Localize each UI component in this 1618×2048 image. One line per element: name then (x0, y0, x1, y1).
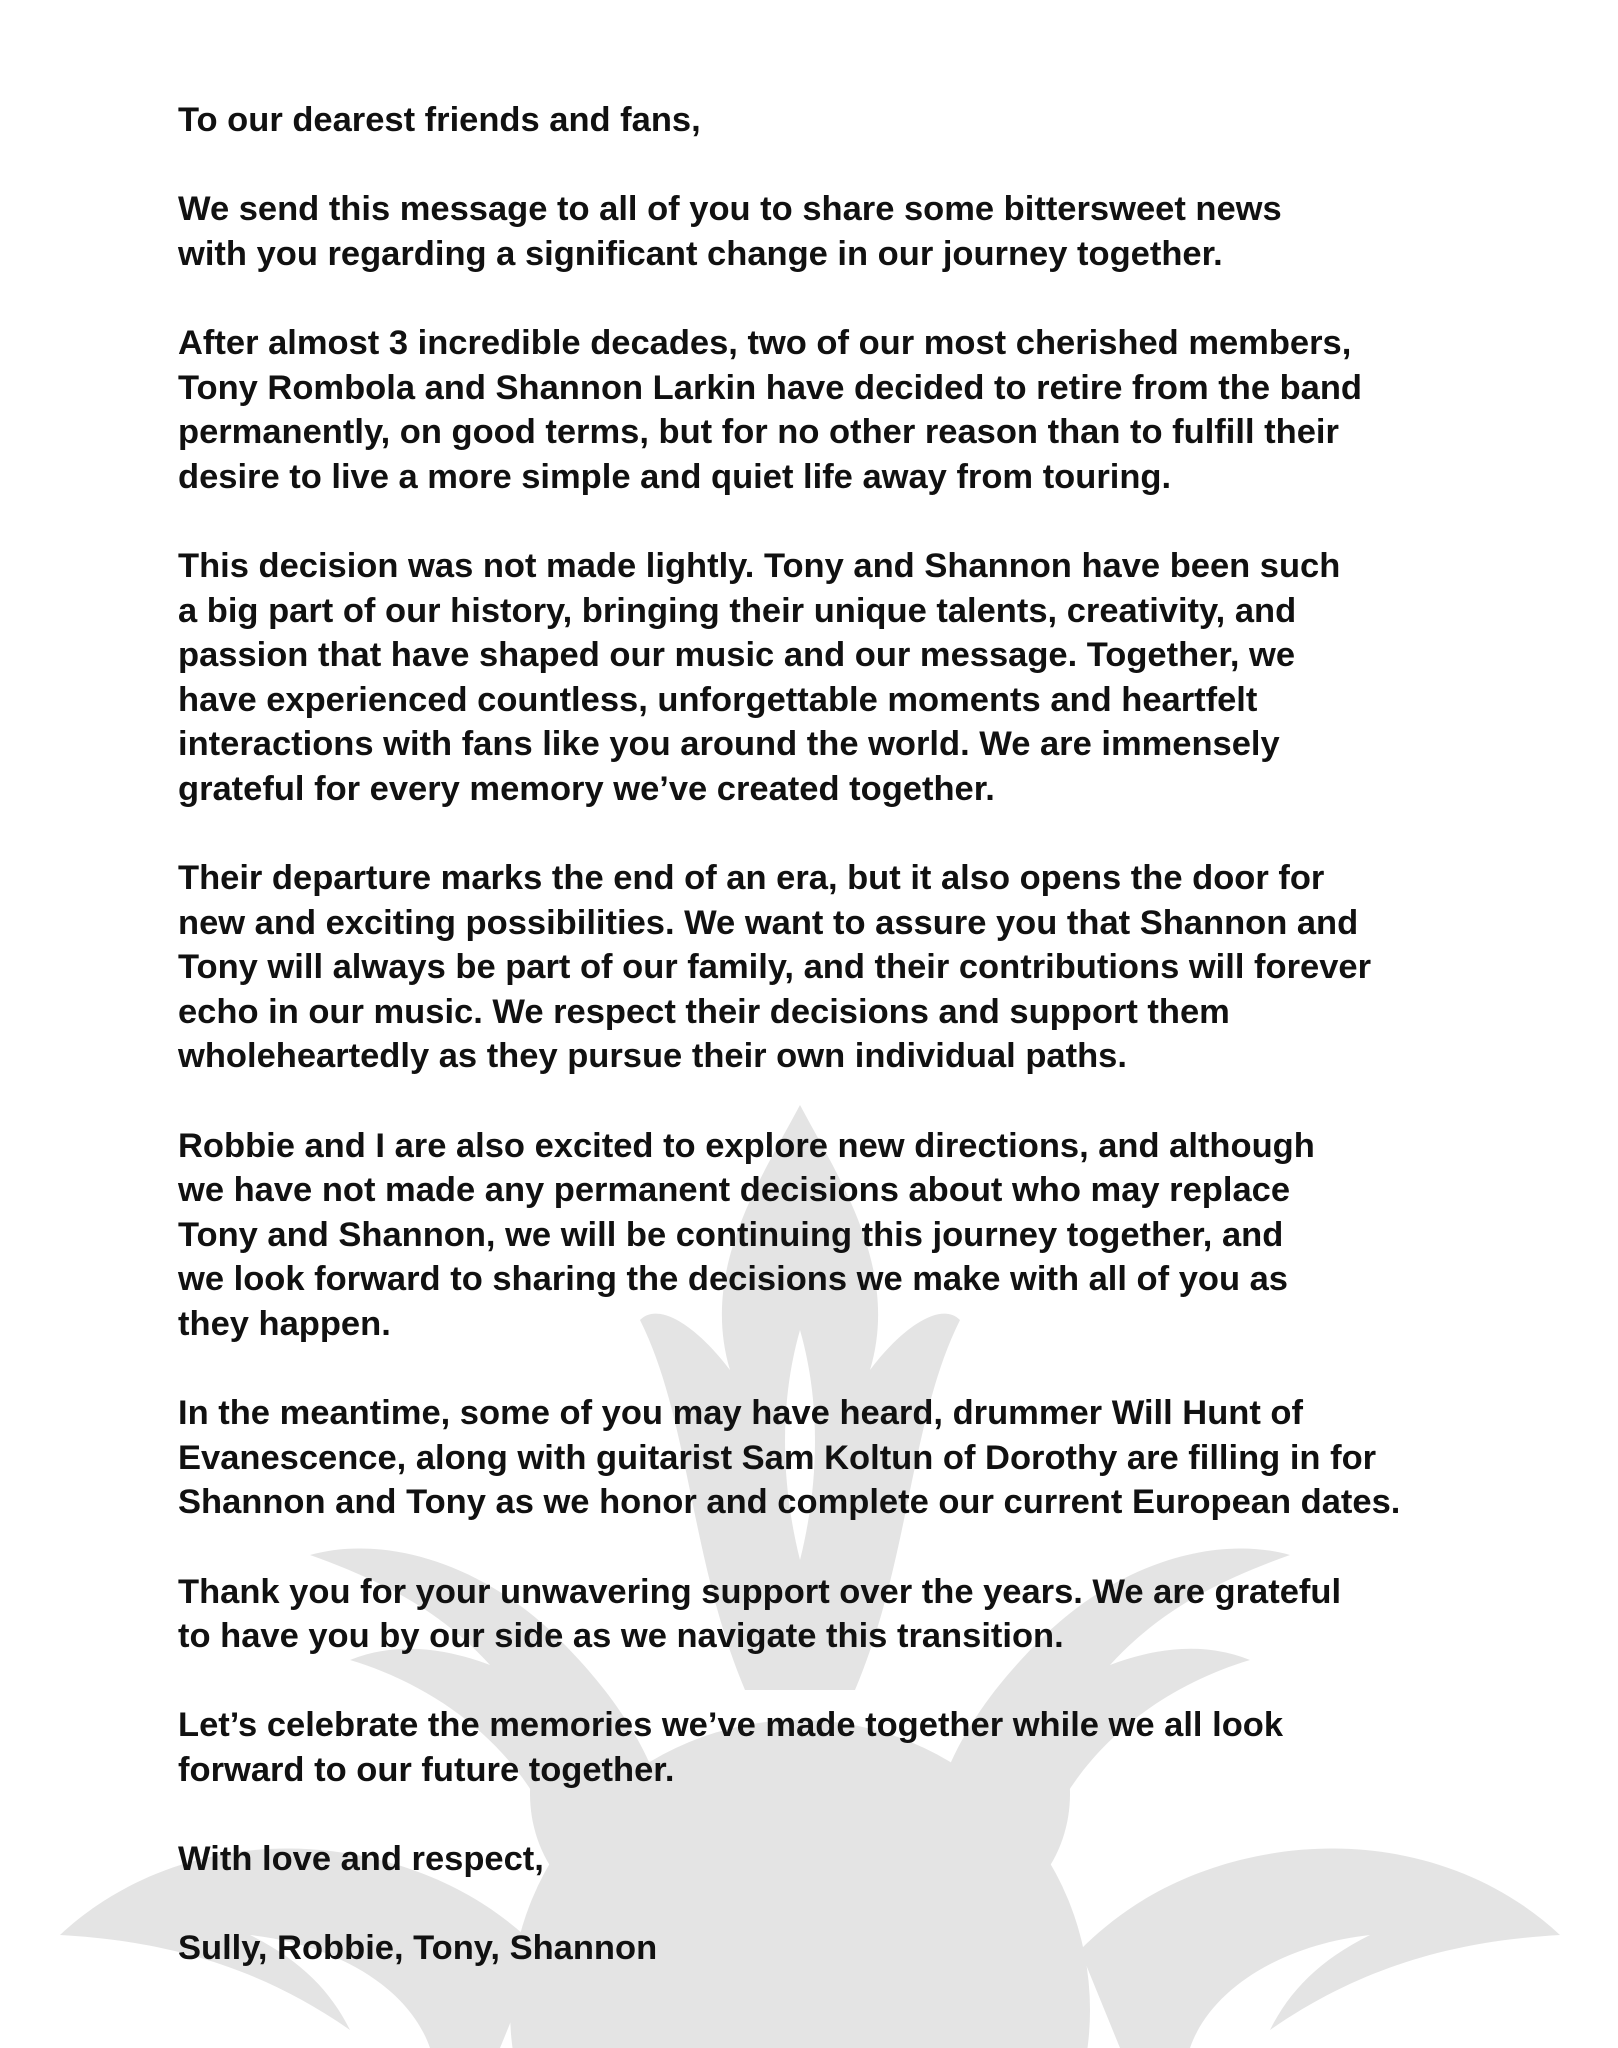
paragraph-line: passion that have shaped our music and our message. Together, we (178, 636, 1296, 675)
closing-line: With love and respect, (178, 1840, 544, 1879)
paragraph-line: Their departure marks the end of an era, but it also opens the door for (178, 859, 1325, 898)
paragraph-line: Tony and Shannon, we will be continuing this journey together, and (178, 1215, 1284, 1254)
paragraph (178, 856, 1558, 1079)
closing (178, 1837, 1558, 1882)
paragraph-line: In the meantime, some of you may have heard, drummer Will Hunt of (178, 1394, 1303, 1433)
paragraph-line: interactions with fans like you around the world. We are immensely (178, 725, 1280, 764)
paragraph (178, 1391, 1558, 1525)
paragraph-line: forward to our future together. (178, 1750, 675, 1789)
paragraph-line: with you regarding a significant change in our journey together. (178, 234, 1223, 273)
paragraph-line: desire to live a more simple and quiet life away from touring. (178, 457, 1172, 496)
paragraph-line: wholeheartedly as they pursue their own individual paths. (178, 1037, 1127, 1076)
paragraph (178, 544, 1558, 812)
paragraph-line: we look forward to sharing the decisions we make with all of you as (178, 1260, 1288, 1299)
greeting (178, 98, 1558, 143)
paragraph-line: We send this message to all of you to share some bittersweet news (178, 190, 1282, 229)
signature-line: Sully, Robbie, Tony, Shannon (178, 1929, 658, 1968)
paragraph (178, 1124, 1558, 1347)
paragraph-line: they happen. (178, 1305, 391, 1344)
paragraph-line: This decision was not made lightly. Tony and Shannon have been such (178, 546, 1341, 585)
paragraph-line: After almost 3 incredible decades, two of our most cherished members, (178, 323, 1352, 362)
paragraph-line: to have you by our side as we navigate this transition. (178, 1617, 1064, 1656)
paragraph-line: Thank you for your unwavering support over the years. We are grateful (178, 1572, 1342, 1611)
paragraphs (178, 187, 1558, 1792)
paragraph-line: permanently, on good terms, but for no other reason than to fulfill their (178, 413, 1339, 452)
paragraph-line: new and exciting possibilities. We want to assure you that Shannon and (178, 903, 1359, 942)
paragraph-line: we have not made any permanent decisions about who may replace (178, 1171, 1291, 1210)
paragraph-line: Shannon and Tony as we honor and complete our current European dates. (178, 1483, 1401, 1522)
paragraph (178, 321, 1558, 499)
paragraph (178, 1570, 1558, 1659)
paragraph-line: Let’s celebrate the memories we’ve made together while we all look (178, 1706, 1284, 1745)
paragraph-line: Tony will always be part of our family, and their contributions will forever (178, 948, 1371, 987)
paragraph-line: a big part of our history, bringing their unique talents, creativity, and (178, 591, 1297, 630)
signature (178, 1926, 1558, 1971)
paragraph (178, 1703, 1558, 1792)
paragraph-line: echo in our music. We respect their decisions and support them (178, 992, 1230, 1031)
paragraph-line: Tony Rombola and Shannon Larkin have decided to retire from the band (178, 368, 1363, 407)
paragraph-line: Robbie and I are also excited to explore new directions, and although (178, 1126, 1315, 1165)
paragraph-line: have experienced countless, unforgettable moments and heartfelt (178, 680, 1258, 719)
paragraph-line: grateful for every memory we’ve created together. (178, 769, 995, 808)
letter-body (178, 98, 1558, 2016)
greeting-line: To our dearest friends and fans, (178, 101, 701, 139)
paragraph (178, 187, 1558, 276)
paragraph-line: Evanescence, along with guitarist Sam Koltun of Dorothy are filling in for (178, 1438, 1377, 1477)
